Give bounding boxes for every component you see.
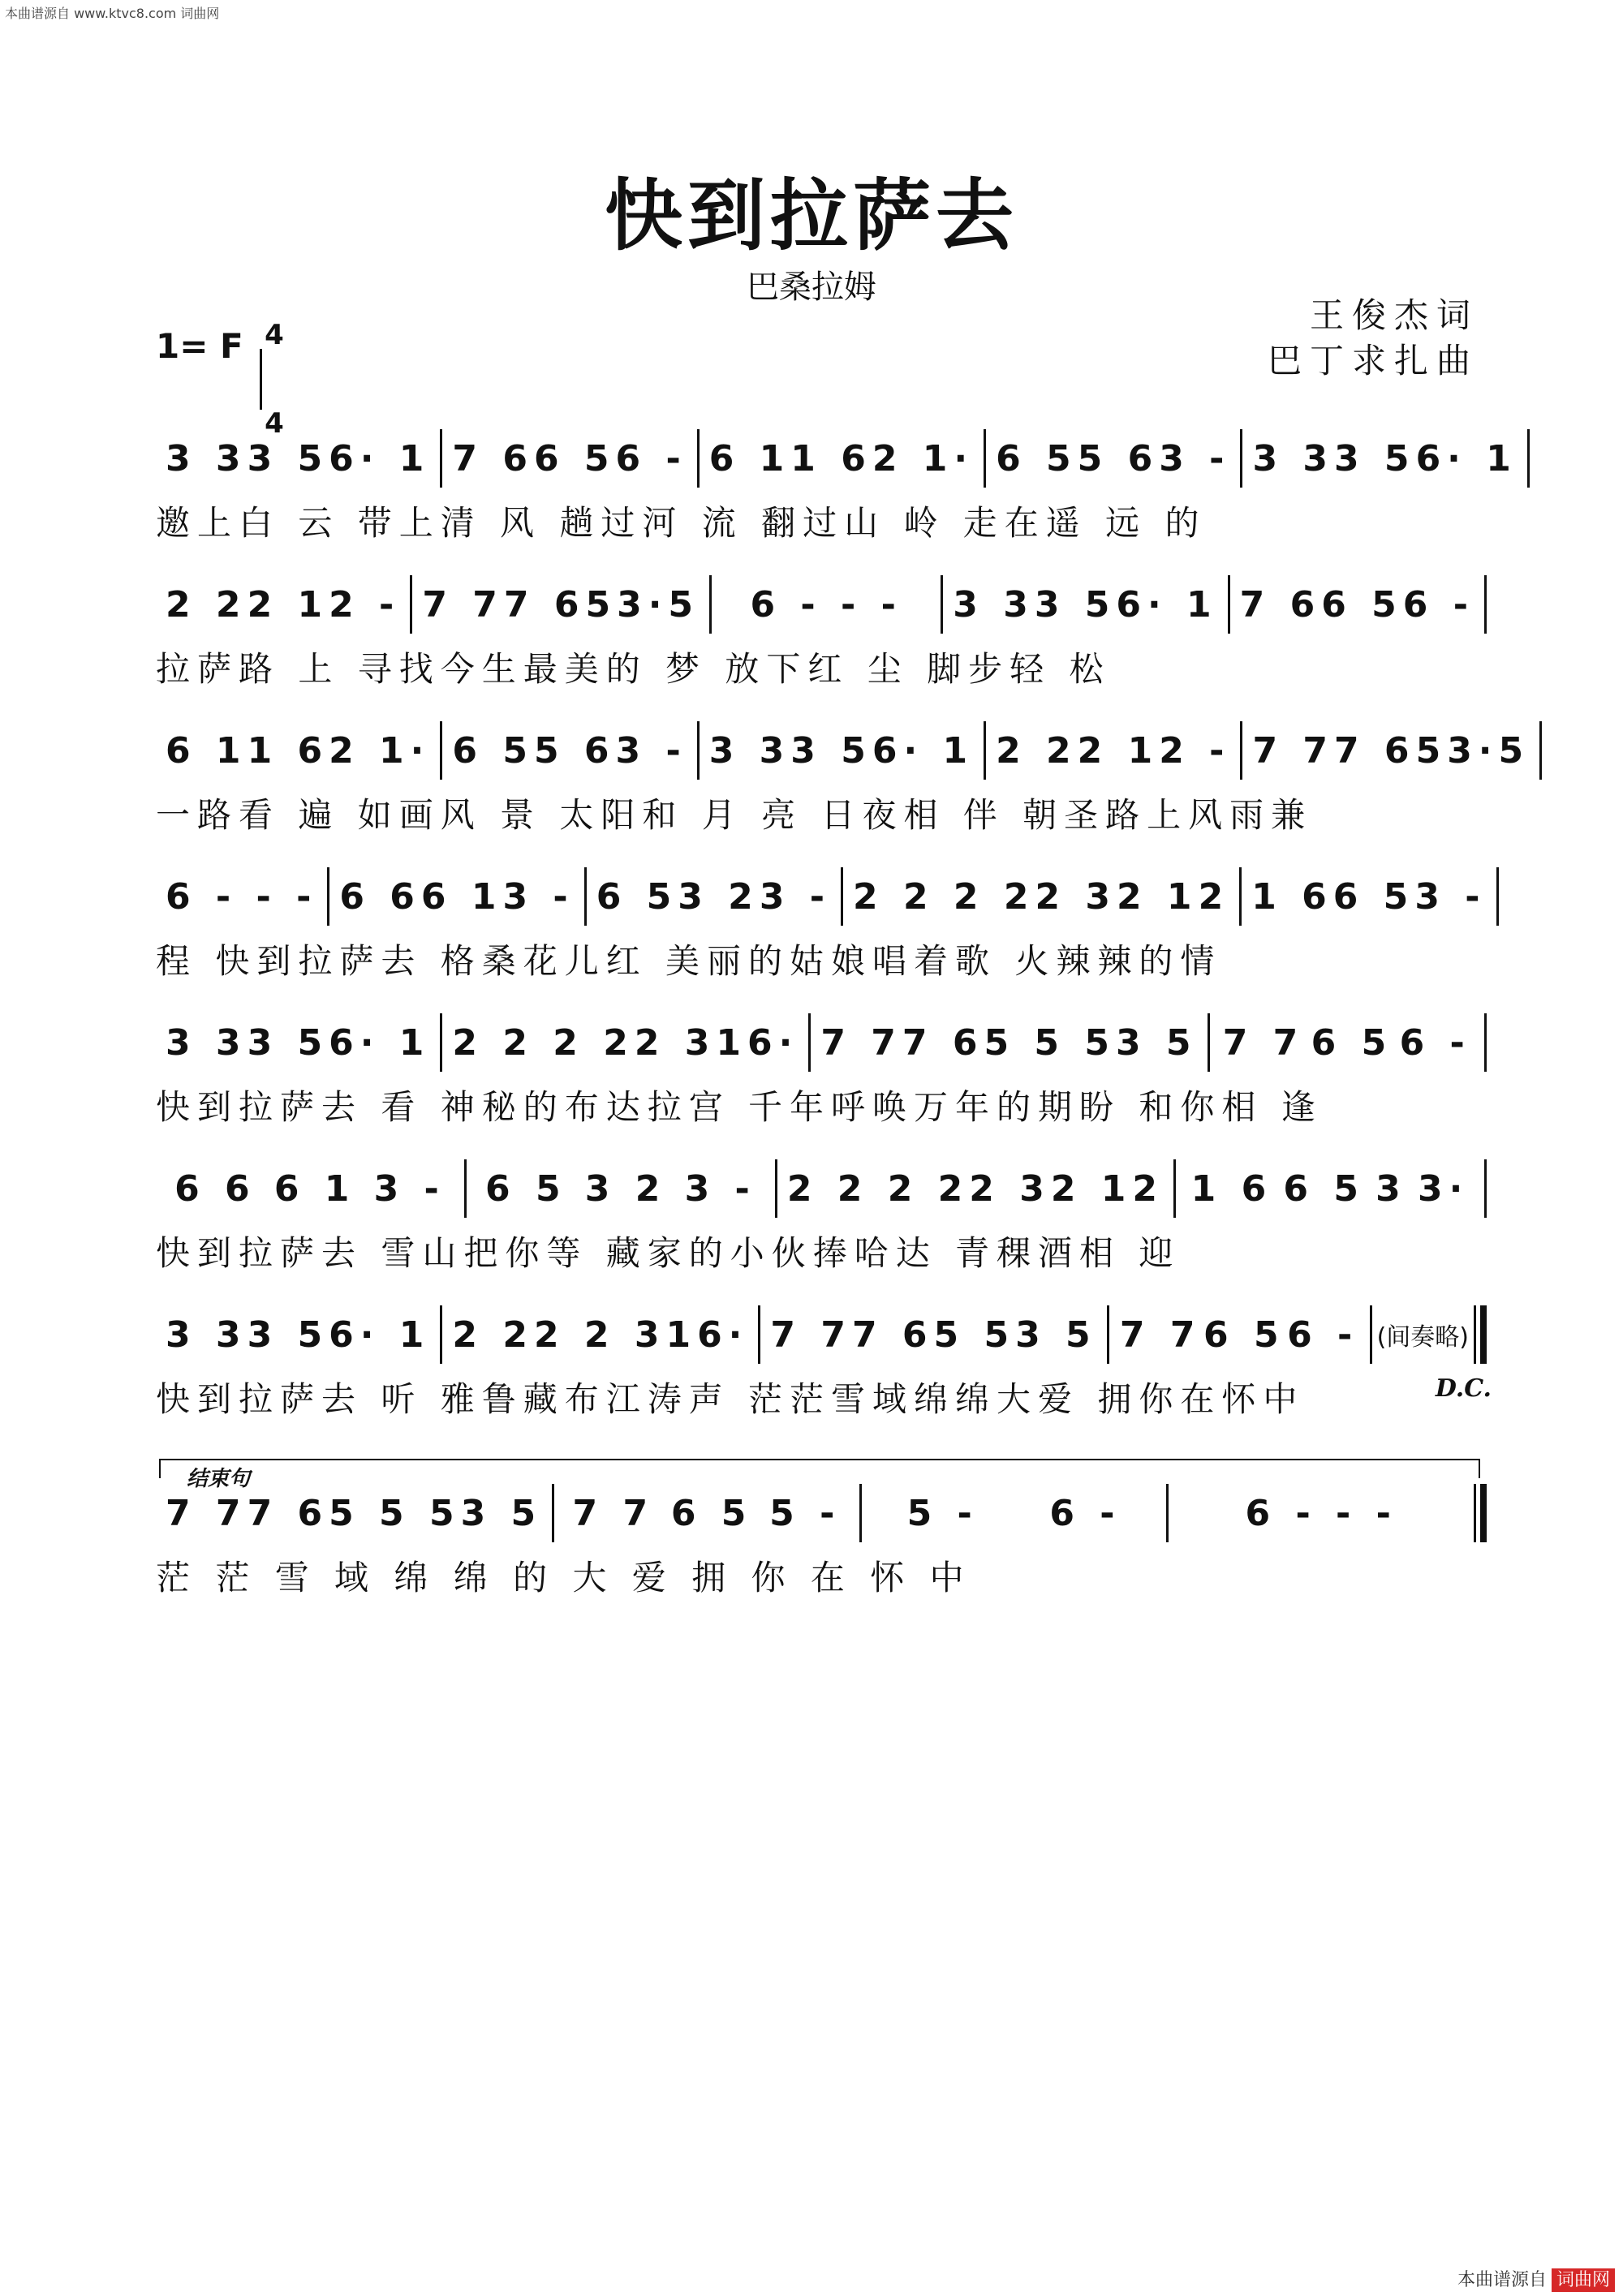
note-group: 6 - - - xyxy=(750,583,902,626)
note-group: 2 2 2 2 xyxy=(786,1167,970,1210)
note-group: 6· xyxy=(747,1021,799,1064)
meter-top: 4 xyxy=(265,319,284,351)
measure xyxy=(811,1022,1207,1064)
note-group: 7 6 xyxy=(1239,583,1322,626)
site-watermark-bottom xyxy=(1457,2266,1615,2291)
da-capo-mark: D.C. xyxy=(1435,1374,1492,1403)
notation-line xyxy=(156,714,1530,787)
note-group: 6· 1 xyxy=(329,437,431,479)
note-group: 3 5 xyxy=(460,1492,543,1534)
note-group: 3 - xyxy=(1414,875,1487,918)
note-group: 6· 1 xyxy=(329,1021,431,1064)
measure xyxy=(442,1022,808,1064)
notation-line xyxy=(156,1006,1487,1079)
note-group: 1 xyxy=(665,1314,698,1356)
note-group: 6 6 xyxy=(174,1167,256,1210)
singer-name: 巴桑拉姆 xyxy=(747,269,876,306)
measure xyxy=(1169,1493,1474,1534)
note-group: 5 xyxy=(1415,729,1448,772)
song-title: 快到拉萨去 xyxy=(605,170,1018,261)
measure xyxy=(760,1314,1106,1356)
note-group: 3 2 xyxy=(584,1167,667,1210)
note-group: 5 5 5 xyxy=(329,1492,461,1534)
lyrics-line: 快到拉萨去 听 雅鲁藏布江涛声 茫茫雪域绵绵大爱 拥你在怀中 xyxy=(156,1379,1305,1419)
note-group: 2 2 xyxy=(996,729,1078,772)
note-group: 3 2 xyxy=(678,875,760,918)
ending-label: 结束句 xyxy=(187,1467,251,1491)
key-signature: 1= F xyxy=(156,326,243,366)
measure xyxy=(986,438,1240,479)
note-group: 7 7 xyxy=(770,1314,852,1356)
note-group: 6 5 xyxy=(1203,1314,1285,1356)
measure xyxy=(442,1314,758,1356)
lyrics-line: 邀上白 云 带上清 风 趟过河 流 翻过山 岭 走在遥 远 的 xyxy=(156,503,1207,543)
time-signature xyxy=(258,319,291,440)
note-group: 3 3 xyxy=(1252,437,1334,479)
barline xyxy=(1527,429,1530,488)
note-group: 5 - xyxy=(906,1492,979,1534)
measure xyxy=(1242,730,1539,772)
note-group: 1 6 xyxy=(790,437,872,479)
measure xyxy=(777,1168,1173,1210)
note-group: 3 5 xyxy=(1115,1021,1198,1064)
ending-bracket xyxy=(159,1459,1480,1478)
note-group: 3·5 xyxy=(1447,729,1530,772)
note-group: 3 3 xyxy=(708,729,791,772)
measure xyxy=(156,438,440,479)
note-group: 6 - xyxy=(1287,1314,1359,1356)
note-group: 5 - xyxy=(769,1492,842,1534)
note-group: 6· 1 xyxy=(1415,437,1518,479)
staff-row xyxy=(0,1006,1623,1152)
staff-row xyxy=(0,1298,1623,1444)
note-group: 3 5 xyxy=(247,437,329,479)
note-group: 3 3 xyxy=(166,437,248,479)
measure xyxy=(156,1022,440,1064)
notation-line xyxy=(156,1477,1487,1550)
note-group: 2 1 xyxy=(1050,1167,1133,1210)
measure xyxy=(587,876,841,918)
note-group: 6 - xyxy=(1399,1021,1471,1064)
note-group: 3 5 xyxy=(1334,437,1416,479)
measure xyxy=(329,876,583,918)
note-group: 3 - xyxy=(373,1167,446,1210)
note-group: 7 7 xyxy=(572,1492,655,1534)
barline xyxy=(1496,867,1499,926)
note-group: 5 6 xyxy=(1077,437,1160,479)
note-group: 6 - xyxy=(1402,583,1474,626)
note-group: 2 xyxy=(1132,1167,1165,1210)
note-group: 2 1· xyxy=(872,437,975,479)
staff-row xyxy=(0,714,1623,860)
barline xyxy=(1539,721,1542,780)
note-group: 5 6 xyxy=(533,729,616,772)
note-group: 6 - - - xyxy=(166,875,318,918)
note-group: 2 2 2 2 xyxy=(452,1021,635,1064)
note-group: 7 7 xyxy=(1119,1314,1202,1356)
lyrics-line: 茫 茫 雪 域 绵 绵 的 大 爱 拥 你 在 怀 中 xyxy=(156,1558,971,1597)
staff-row xyxy=(0,860,1623,1006)
note-group: 6 5 xyxy=(1311,1021,1393,1064)
measure xyxy=(1210,1022,1484,1064)
note-group: 6 1 xyxy=(708,437,791,479)
measure xyxy=(156,1168,464,1210)
note-group: 3 5 xyxy=(1034,583,1117,626)
measure xyxy=(1176,1168,1484,1210)
measure xyxy=(1242,876,1496,918)
note-group: 3 3 xyxy=(166,1314,248,1356)
lyricist-credit: 王俊杰词 xyxy=(1309,295,1479,335)
note-group: 3 - xyxy=(759,875,832,918)
note-group: 1 6 xyxy=(1251,875,1333,918)
note-group: 3 5 xyxy=(247,1314,329,1356)
lyrics-line: 拉萨路 上 寻找今生最美的 梦 放下红 尘 脚步轻 松 xyxy=(156,649,1111,689)
note-group: 3 xyxy=(1375,1167,1407,1210)
measure xyxy=(986,730,1240,772)
note-group: 6 - - - xyxy=(1245,1492,1397,1534)
notation-line xyxy=(156,422,1518,495)
lyrics-line: 程 快到拉萨去 格桑花儿红 美丽的姑娘唱着歌 火辣辣的情 xyxy=(156,941,1222,981)
measure xyxy=(700,438,984,479)
measure xyxy=(1109,1314,1370,1356)
note-group: 6 5 xyxy=(670,1492,753,1534)
note-group: 1 xyxy=(716,1021,747,1064)
composer-credit: 巴丁求扎曲 xyxy=(1267,341,1479,381)
note-group: 3 3 xyxy=(166,1021,248,1064)
measure xyxy=(700,730,984,772)
notation-line xyxy=(156,1298,1487,1371)
note-group: 6 - xyxy=(615,437,687,479)
note-group: 1 6 xyxy=(1190,1167,1273,1210)
measure xyxy=(554,1493,859,1534)
note-group: 2 2 xyxy=(452,1314,534,1356)
note-group: 6 1 xyxy=(166,729,248,772)
note-group: 6· 1 xyxy=(329,1314,431,1356)
staff-row xyxy=(0,568,1623,714)
note-group: 2 xyxy=(1198,875,1230,918)
note-group: 6 6 xyxy=(339,875,421,918)
note-group: 7 6 xyxy=(503,583,586,626)
note-group: 7 6 xyxy=(247,1492,329,1534)
staff-row xyxy=(0,1477,1623,1623)
barline xyxy=(1484,1159,1487,1218)
measure xyxy=(156,1314,440,1356)
note-group: 3 - xyxy=(502,875,575,918)
note-group: 2 1· xyxy=(329,729,431,772)
note-group: 6 5 xyxy=(485,1167,567,1210)
notation-line xyxy=(156,860,1487,933)
measure xyxy=(843,876,1239,918)
note-group: 3 - xyxy=(684,1167,756,1210)
measure xyxy=(712,584,941,626)
note-group: 6 5 xyxy=(1332,875,1415,918)
note-group: 2 3 xyxy=(1035,875,1117,918)
measure xyxy=(442,730,696,772)
note-group: 6 1 xyxy=(273,1167,356,1210)
note-group: 7 7 xyxy=(422,583,504,626)
note-group: 7 6 xyxy=(1334,729,1416,772)
note-group: 3 - xyxy=(1159,437,1231,479)
site-bottom-text: 本曲谱源自 xyxy=(1457,2270,1547,2290)
note-group: 3 - xyxy=(615,729,687,772)
note-group: 3 5 xyxy=(1015,1314,1097,1356)
measure xyxy=(156,876,327,918)
note-group: 6 5 xyxy=(1321,583,1403,626)
repeat-barline xyxy=(1474,1305,1487,1364)
note-group: 5 xyxy=(585,583,618,626)
note-group: 3·5 xyxy=(617,583,700,626)
note-group: 6 5 xyxy=(452,729,534,772)
note-group: 3 3 xyxy=(953,583,1035,626)
note-group: 7 7 xyxy=(1252,729,1334,772)
site-bottom-brand: 词曲网 xyxy=(1552,2268,1615,2292)
lyrics-line: 快到拉萨去 雪山把你等 藏家的小伙捧哈达 青稞酒相 迎 xyxy=(156,1233,1181,1273)
note-group: 6 5 xyxy=(1283,1167,1365,1210)
note-group: 6 5 xyxy=(533,437,616,479)
note-group: 2 2 xyxy=(166,583,248,626)
note-group: 3 5 xyxy=(790,729,872,772)
lyrics-line: 一路看 遍 如画风 景 太阳和 月 亮 日夜相 伴 朝圣路上风雨兼 xyxy=(156,795,1313,835)
measure xyxy=(1242,438,1526,479)
note-group: 7 7 xyxy=(166,1492,248,1534)
notation-line xyxy=(156,568,1487,641)
measure xyxy=(412,584,709,626)
note-group: 6· 1 xyxy=(872,729,975,772)
meter-bottom: 4 xyxy=(265,407,284,440)
note-group: 7 6 xyxy=(452,437,534,479)
site-watermark-top: 本曲谱源自 www.ktvc8.com 词曲网 xyxy=(5,6,220,21)
measure xyxy=(943,584,1227,626)
barline xyxy=(1484,575,1487,634)
note-group: 1 6 xyxy=(247,729,329,772)
note-group: 7 6 xyxy=(902,1021,984,1064)
note-group: 6 5 xyxy=(996,437,1078,479)
note-group: 5 5 5 xyxy=(984,1021,1116,1064)
note-group: 5 5 xyxy=(933,1314,1016,1356)
note-group: 6· 1 xyxy=(1116,583,1218,626)
note-group: 2 3 xyxy=(969,1167,1051,1210)
note-group: 6 1 xyxy=(420,875,503,918)
measure xyxy=(442,438,696,479)
note-group: 7 7 xyxy=(1222,1021,1305,1064)
notation-line xyxy=(156,1152,1487,1225)
staff-row xyxy=(0,1152,1623,1298)
note-group: 6 5 xyxy=(596,875,678,918)
note-group: 2 1 xyxy=(1077,729,1160,772)
note-group: 2 2 3 xyxy=(533,1314,666,1356)
measure xyxy=(467,1168,775,1210)
measure xyxy=(1230,584,1484,626)
note-group: 3 5 xyxy=(247,1021,329,1064)
staff-row xyxy=(0,422,1623,568)
measure xyxy=(862,1493,1167,1534)
note-group: 2 2 2 2 xyxy=(853,875,1035,918)
measure xyxy=(156,730,440,772)
barline xyxy=(1484,1013,1487,1072)
note-group: 6 - xyxy=(1049,1492,1121,1534)
note-group: 3· xyxy=(1418,1167,1470,1210)
note-group: 2 - xyxy=(329,583,401,626)
note-group: 2 1 xyxy=(1117,875,1199,918)
note-group: 7 6 xyxy=(851,1314,934,1356)
lyrics-line: 快到拉萨去 看 神秘的布达拉宫 千年呼唤万年的期盼 和你相 逢 xyxy=(156,1087,1323,1127)
note-group: 2 - xyxy=(1159,729,1231,772)
note-group: 2 1 xyxy=(247,583,329,626)
measure xyxy=(156,584,410,626)
note-group: 6· xyxy=(697,1314,749,1356)
measure xyxy=(156,1493,552,1534)
note-group: 7 7 xyxy=(820,1021,902,1064)
note-group: 2 3 xyxy=(634,1021,717,1064)
final-barline xyxy=(1474,1484,1487,1542)
interlude-note: (间奏略) xyxy=(1376,1323,1469,1352)
